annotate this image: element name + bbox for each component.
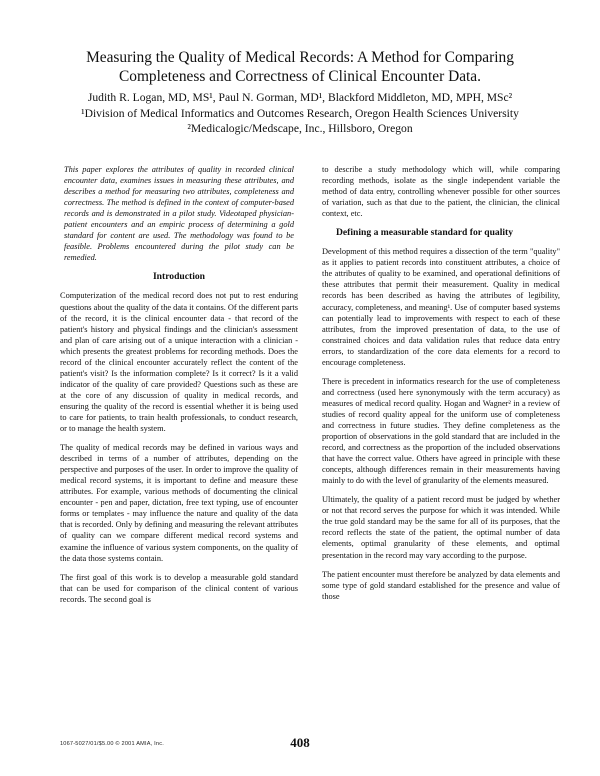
title-line-1: Measuring the Quality of Medical Records: A Method for Comparing [86,49,514,66]
author-names: Judith R. Logan, MD, MS¹, Paul N. Gorman, MD¹, Blackford Middleton, MD, MPH, MSc² [87,91,513,104]
right-column [322,164,560,610]
right-paragraph-2: Development of this method requires a dissection of the term "quality" as it applies to patient records into constituent attributes, a choice of the attributes of quality to be examined, and operational definitions of these attributes that permit their measurement. Quality in medical records has been described as having the attributes of legibility, accuracy, completeness, and meaning¹. Use of computer based systems can potentially lead to improvements with respect to each of these attributes, from the improved presentation of data, to the use of constrained choices and data validation rules that reduce data entry errors, to standardization of the core data elements for a record to encourage completeness. [322,247,560,367]
right-paragraph-4: Ultimately, the quality of a patient record must be judged by whether or not that record serves the purpose for which it was intended. While the true gold standard may be the same for all of its purposes, that the record reflects the state of the patient, the optimal number of data elements, optimal granularity of these elements, and optimal presentation in the record may vary according to the purpose. [322,495,560,560]
intro-paragraph-2: The quality of medical records may be defined in various ways and described in terms of a number of attributes, depending on the perspective and purposes of the user. In order to improve the quality of medical record systems, it is important to define and measure these attributes. For example, various methods of documenting the clinical encounter - pen and paper, dictation, free text typing, use of encounter forms or templates - may influence the nature and quality of the data that is recorded. Only by defining and measuring the relevant attributes of quality can we compare different medical record systems and examine the influence of various system components, on the quality of the data those systems contain. [60,443,298,563]
affiliation-1: ¹Division of Medical Informatics and Outcomes Research, Oregon Health Sciences University [81,106,519,120]
affiliation-2: ²Medicalogic/Medscape, Inc., Hillsboro, Oregon [187,122,413,135]
intro-paragraph-3: The first goal of this work is to develop a measurable gold standard that can be used for comparison of the clinical content of various records. The second goal is [60,572,298,604]
author-block [60,90,540,137]
introduction-heading: Introduction [152,271,206,283]
right-paragraph-3: There is precedent in informatics research for the use of completeness and correctness (used here synonymously with the term accuracy) as measures of medical record quality. Hogan and Wagner² in a review of studies of record quality appeal for the uniform use of completeness and correctness in future studies. They define completeness as the proportion of observations in the gold standard that are included in the record, and correctness as the proportion of the included observations that have the correct value. Others have agreed in principle with these concepts, although differences remain in their measurements having mainly to do with the level of granularity of the elements measured. [322,376,560,486]
intro-paragraph-1: Computerization of the medical record does not put to rest enduring questions about the quality of the data it contains. Of the different parts of the record, it is the clinical encounter data - that record of the patient's history and physical findings and the clinician's assessment and plan of care arising out of a unique interaction with a clinician - which presents the greatest problems for recording methods. Does the record of the clinical encounter accurately reflect the content of the patient's visit? Is the information complete? Is it correct? Is it a valid indicator of the quality of care provided? Questions such as these are at the core of any discussion of quality in medical records, and ensuring the quality of the record is essential whether it is being used to care for patients, to train health professionals, to conduct research, or to manage the health system. [60,291,298,434]
left-column [60,164,298,613]
paper-title [70,48,530,86]
abstract: This paper explores the attributes of quality in recorded clinical encounter data, examines issues in measuring these attributes, and describes a method for measuring two attributes, completeness and correctness. The method is defined in the context of computer-based records and is demonstrated in a pilot study. Videotaped physician-patient encounters and an empiric process of determining a gold standard for content are used. The methodology was found to be feasible. Problems encountered during the pilot study can be remedied. [64,165,294,263]
title-line-2: Completeness and Correctness of Clinical Encounter Data. [118,68,481,85]
standard-heading: Defining a measurable standard for quality [336,227,514,239]
copyright-notice: 1067-5027/01/$5.00 © 2001 AMIA, Inc. [60,741,164,747]
page-number: 408 [290,735,310,750]
right-paragraph-1: to describe a study methodology which will, while comparing recording methods, isolate as the single independent variable the method of data entry, controlling whenever possible for other sources of variation, such as that due to the patient, the clinician, the clinical context, etc. [322,165,560,219]
right-paragraph-5: The patient encounter must therefore be analyzed by data elements and some type of gold standard established for the presence and value of those [322,569,560,601]
